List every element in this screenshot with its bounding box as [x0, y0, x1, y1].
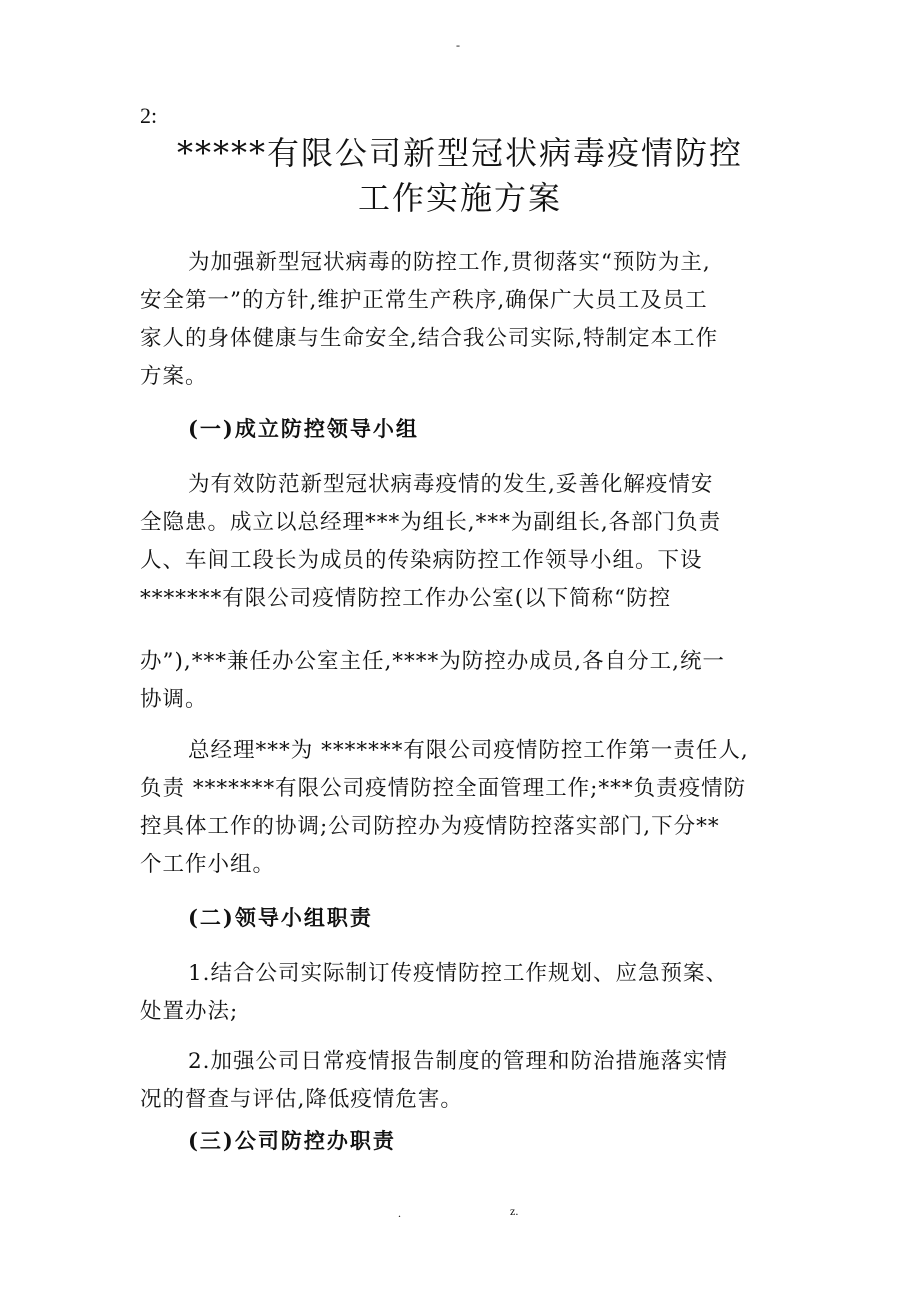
duty-item-1	[140, 955, 790, 1031]
text-line: 处置办法;	[140, 999, 239, 1024]
text-line: 安全第一”的方针,维护正常生产秩序,确保广大员工及员工	[140, 288, 708, 313]
page-header-mark: -	[456, 38, 460, 52]
responsibility-paragraph	[140, 732, 790, 884]
section-number: 2:	[140, 103, 158, 128]
text-line: 为有效防范新型冠状病毒疫情的发生,妥善化解疫情安	[188, 472, 714, 497]
page-footer-left: .	[398, 1206, 401, 1220]
text-line: 负责 *******有限公司疫情防控全面管理工作;***负责疫情防	[140, 776, 747, 801]
leadership-paragraph	[140, 466, 790, 618]
intro-paragraph	[140, 244, 790, 396]
section-heading-2: (二)领导小组职责	[188, 905, 373, 930]
text-line: *******有限公司疫情防控工作办公室(以下简称“防控	[140, 586, 672, 611]
leadership-paragraph-continued	[140, 643, 790, 719]
text-line: 2.加强公司日常疫情报告制度的管理和防治措施落实情	[188, 1049, 729, 1074]
page-footer-right: z.	[510, 1204, 519, 1218]
text-line: 1.结合公司实际制订传疫情防控工作规划、应急预案、	[188, 961, 729, 986]
text-line: 家人的身体健康与生命安全,结合我公司实际,特制定本工作	[140, 326, 719, 351]
document-title-line-2: 工作实施方案	[357, 179, 562, 217]
text-line: 况的督查与评估,降低疫情危害。	[140, 1087, 463, 1112]
text-line: 人、车间工段长为成员的传染病防控工作领导小组。下设	[140, 548, 703, 573]
text-line: 方案。	[140, 364, 208, 389]
duty-item-2	[140, 1043, 790, 1119]
text-line: 个工作小组。	[140, 852, 276, 877]
text-line: 协调。	[140, 687, 208, 712]
text-line: 控具体工作的协调;公司防控办为疫情防控落实部门,下分**	[140, 814, 720, 839]
text-line: 为加强新型冠状病毒的防控工作,贯彻落实“预防为主,	[188, 250, 711, 275]
text-line: 总经理***为 *******有限公司疫情防控工作第一责任人,	[188, 738, 749, 763]
document-title-line-1: *****有限公司新型冠状病毒疫情防控	[176, 134, 743, 172]
section-heading-1: (一)成立防控领导小组	[188, 416, 419, 441]
text-line: 办”),***兼任办公室主任,****为防控办成员,各自分工,统一	[140, 649, 725, 674]
text-line: 全隐患。成立以总经理***为组长,***为副组长,各部门负责	[140, 510, 722, 535]
section-heading-3: (三)公司防控办职责	[188, 1128, 396, 1153]
